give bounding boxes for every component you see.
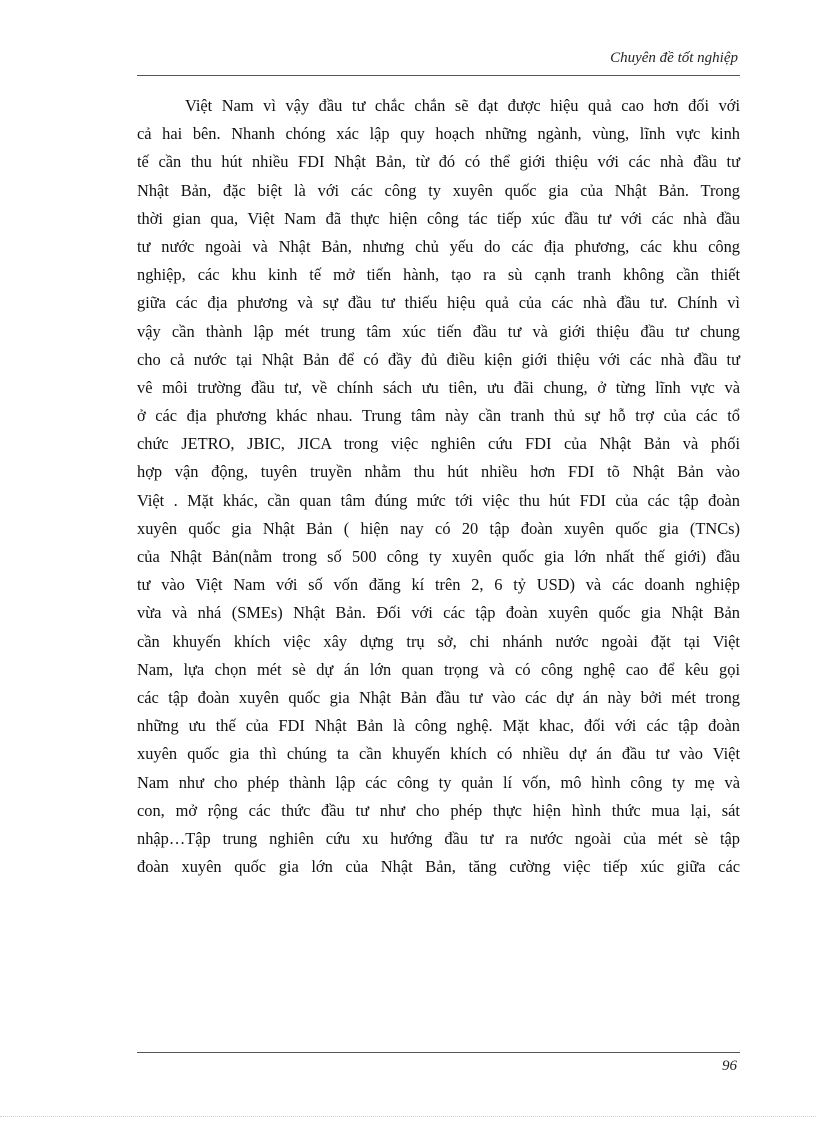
text-line: Việt . Mặt khác, cần quan tâm đúng mức tới việc thu hút FDI của các tập đoàn <box>137 490 740 510</box>
text-line: vậy cần thành lập mét trung tâm xúc tiến đầu tư và giới thiệu đầu tư chung <box>137 321 740 341</box>
text-line: cả hai bên. Nhanh chóng xác lập quy hoạch những ngành, vùng, lĩnh vực kinh <box>137 124 740 144</box>
footer-rule <box>137 1052 740 1053</box>
text-line: cần khuyến khích việc xây dựng trụ sở, chi nhánh nước ngoài đặt tại Việt <box>137 631 740 651</box>
body-paragraph <box>137 92 740 881</box>
text-line: hợp vận động, tuyên truyền nhằm thu hút nhiều hơn FDI tõ Nhật Bản vào <box>137 462 740 482</box>
text-line: nhập…Tập trung nghiên cứu xu hướng đầu tư ra nước ngoài của mét sè tập <box>137 828 740 848</box>
text-line: cho cả nước tại Nhật Bản để có đầy đủ điều kiện giới thiệu với các nhà đầu tư <box>137 349 740 369</box>
text-line: Nam như cho phép thành lập các công ty quản lí vốn, mô hình công ty mẹ và <box>137 772 740 792</box>
header-rule <box>137 75 740 76</box>
text-line: nghiệp, các khu kinh tế mở tiến hành, tạo ra sù cạnh tranh không cần thiết <box>137 265 740 285</box>
text-line: Nam, lựa chọn mét sè dự án lớn quan trọng và có công nghệ cao để kêu gọi <box>137 659 740 679</box>
running-header-title: Chuyên đề tốt nghiệp <box>610 50 738 66</box>
page-number: 96 <box>722 1058 737 1074</box>
text-line: tế cần thu hút nhiều FDI Nhật Bản, từ đó có thể giới thiệu với các nhà đầu tư <box>137 152 740 172</box>
text-line: tư nước ngoài và Nhật Bản, nhưng chủ yếu do các địa phương, các khu công <box>137 236 740 256</box>
text-line: vê môi trường đầu tư, về chính sách ưu tiên, ưu đãi chung, ở từng lĩnh vực và <box>137 377 740 397</box>
text-line: những ưu thế của FDI Nhật Bản là công nghệ. Mặt khac, đối với các tập đoàn <box>137 716 740 736</box>
text-line: con, mở rộng các thức đầu tư như cho phép thực hiện hình thức mua lại, sát <box>137 800 740 820</box>
text-line: vừa và nhá (SMEs) Nhật Bản. Đối với các tập đoàn xuyên quốc gia Nhật Bản <box>137 603 740 623</box>
text-line: Nhật Bản, đặc biệt là với các công ty xuyên quốc gia của Nhật Bản. Trong <box>137 180 740 200</box>
text-line: các tập đoàn xuyên quốc gia Nhật Bản đầu tư vào các dự án này bởi mét trong <box>137 687 740 707</box>
text-line: xuyên quốc gia thì chúng ta cần khuyến khích có nhiều dự án đầu tư vào Việt <box>137 744 740 764</box>
text-line: Việt Nam vì vậy đầu tư chắc chắn sẽ đạt được hiệu quả cao hơn đối với <box>185 96 740 115</box>
page-edge-dotted-rule <box>0 1116 816 1117</box>
text-line: đoàn xuyên quốc gia lớn của Nhật Bản, tăng cường việc tiếp xúc giữa các <box>137 857 740 877</box>
text-line: chức JETRO, JBIC, JICA trong việc nghiên cứu FDI của Nhật Bản và phối <box>137 434 740 454</box>
text-line: xuyên quốc gia Nhật Bản ( hiện nay có 20 tập đoàn xuyên quốc gia (TNCs) <box>137 518 740 538</box>
text-line: giữa các địa phương và sự đầu tư thiếu hiệu quả của các nhà đầu tư. Chính vì <box>137 293 740 313</box>
text-line: của Nhật Bản(nằm trong số 500 công ty xuyên quốc gia lớn nhất thế giới) đầu <box>137 547 740 566</box>
text-line: ở các địa phương khác nhau. Trung tâm này cần tranh thủ sự hỗ trợ của các tổ <box>137 406 740 426</box>
text-line: tư vào Việt Nam với số vốn đăng kí trên 2, 6 tỷ USD) và các doanh nghiệp <box>137 575 740 595</box>
text-line: thời gian qua, Việt Nam đã thực hiện công tác tiếp xúc đầu tư với các nhà đầu <box>137 208 740 228</box>
